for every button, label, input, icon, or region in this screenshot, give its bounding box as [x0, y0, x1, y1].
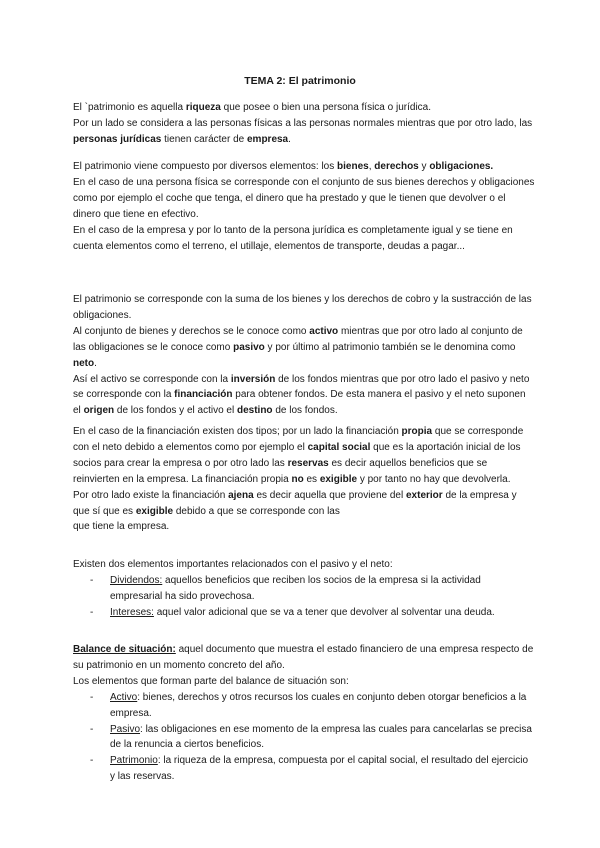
- text: .: [94, 357, 97, 369]
- paragraph-financiacion: [73, 424, 535, 535]
- bold-term: pasivo: [233, 341, 265, 353]
- text-line: [73, 100, 535, 116]
- text-line: El patrimonio se corresponde con la suma de los bienes y los derechos de cobro y la sustracción de las obligaciones.: [73, 294, 532, 321]
- text-line: [73, 372, 535, 420]
- bold-term: propia: [401, 426, 433, 437]
- text: y por último al patrimonio también se le denomina como: [264, 341, 516, 353]
- text: Al conjunto de bienes y derechos se le conoce como: [73, 325, 310, 337]
- text: Así el activo se corresponde con la: [73, 373, 231, 385]
- text: aquel valor adicional que se va a tener que devolver al solventar una deuda.: [153, 606, 495, 618]
- underlined-term: Activo: [110, 691, 138, 703]
- bold-term: neto: [73, 357, 95, 369]
- text: : la riqueza de la empresa, compuesta por el capital social, el resultado del ejercicio y las reservas.: [110, 755, 529, 783]
- bullet-list: [73, 690, 535, 785]
- text: de los fondos.: [272, 405, 338, 417]
- bold-term: origen: [83, 405, 115, 417]
- text: es decir aquella que proviene del: [253, 489, 406, 501]
- text: y: [418, 161, 430, 172]
- text: debido a que se corresponde con las: [173, 505, 340, 517]
- text: de los fondos y el activo el: [114, 405, 237, 417]
- text: Por un lado se considera a las personas físicas a las personas normales mientras que por otro lado, las: [73, 117, 533, 129]
- bold-term: exterior: [406, 489, 443, 501]
- list-item: [73, 690, 535, 722]
- text-line: En el caso de una persona física se corresponde con el conjunto de sus bienes derechos y obligaciones como por ejemplo el coche que tenga, el dinero que ha prestado y que le tienen que devolver o el dinero que tiene en efectivo.: [73, 176, 535, 220]
- bold-term: inversión: [230, 373, 276, 385]
- text: mientras que por otro lado al conjunto de las obligaciones se le conoce como: [73, 325, 523, 353]
- page-title: TEMA 2: El patrimonio: [244, 75, 356, 87]
- text-line: [73, 116, 535, 148]
- bold-term: obligaciones.: [429, 161, 494, 172]
- bold-term: no: [291, 473, 304, 485]
- text-line: [73, 642, 535, 674]
- text-line: [73, 324, 535, 372]
- text: de los fondos mientras que por otro lado el pasivo y neto se corresponde con la: [73, 373, 530, 401]
- bold-term: bienes: [337, 161, 369, 172]
- paragraph-pasivo-neto: [73, 557, 535, 621]
- text: El `patrimonio es aquella: [73, 102, 186, 113]
- bold-term: riqueza: [185, 102, 221, 113]
- bold-term: activo: [309, 325, 339, 337]
- text-line: Los elementos que forman parte del balance de situación son:: [73, 675, 349, 687]
- text: que se corresponde con el neto debido a elementos como por ejemplo el: [73, 426, 524, 453]
- bold-term: personas jurídicas: [73, 133, 162, 145]
- text: En el caso de la financiación existen dos tipos; por un lado la financiación: [73, 426, 402, 437]
- underlined-term: Intereses:: [110, 606, 154, 618]
- text: que es la aportación inicial de los socios para crear la empresa o por otro lado las: [73, 441, 521, 469]
- text: El patrimonio viene compuesto por diversos elementos: los: [73, 161, 338, 172]
- text-line: Existen dos elementos importantes relacionados con el pasivo y el neto:: [73, 559, 393, 570]
- bold-term: derechos: [374, 161, 419, 172]
- bold-term: financiación: [174, 389, 233, 401]
- text-line: que tiene la empresa.: [73, 521, 170, 533]
- section-heading: Balance de situación:: [73, 644, 176, 655]
- text-line: [73, 488, 535, 520]
- underlined-term: Dividendos:: [110, 574, 163, 586]
- text: para obtener fondos. De esta manera el pasivo y el neto suponen el: [73, 389, 526, 417]
- bold-term: exigible: [319, 473, 358, 485]
- bold-term: empresa: [246, 133, 289, 145]
- paragraph-definition: [73, 100, 535, 148]
- text: es: [303, 473, 320, 485]
- text: : bienes, derechos y otros recursos los cuales en conjunto deben otorgar beneficios a la empresa.: [110, 691, 527, 719]
- text: Por otro lado existe la financiación: [73, 489, 229, 501]
- bold-term: exigible: [135, 505, 174, 517]
- text: .: [288, 133, 291, 145]
- bold-term: ajena: [228, 489, 254, 501]
- text: tienen carácter de: [161, 133, 247, 145]
- text: aquel documento que muestra el estado financiero de una empresa respecto de su patrimonio en un momento concreto del año.: [73, 644, 534, 671]
- paragraph-activo-pasivo: [73, 292, 535, 419]
- text: de la empresa y que sí que es: [73, 489, 517, 517]
- text: ,: [368, 161, 375, 172]
- bullet-list: [73, 573, 535, 621]
- list-item: [73, 722, 535, 754]
- list-item: [73, 573, 535, 605]
- underlined-term: Pasivo: [110, 723, 141, 735]
- text-line: [73, 424, 535, 488]
- text: y por tanto no hay que devolverla.: [357, 473, 511, 485]
- underlined-term: Patrimonio: [110, 755, 158, 767]
- list-item: [73, 753, 535, 785]
- text: : las obligaciones en ese momento de la empresa las cuales para cancelarlas se precisa de la renuncia a ciertos beneficios.: [110, 723, 532, 751]
- bold-term: capital social: [307, 441, 371, 453]
- paragraph-components: [73, 159, 535, 254]
- text-line: [73, 159, 535, 175]
- text: es decir aquellos beneficios que se reinvierten en la empresa. La financiación propia: [73, 457, 488, 485]
- text-line: En el caso de la empresa y por lo tanto de la persona jurídica es completamente igual y se tiene en cuenta elementos como el terreno, el utillaje, elementos de transporte, deudas a pagar...: [73, 224, 513, 252]
- paragraph-balance: [73, 642, 535, 785]
- text: que posee o bien una persona física o jurídica.: [220, 102, 432, 113]
- text: aquellos beneficios que reciben los socios de la empresa si la actividad empresarial ha sido provechosa.: [110, 574, 481, 602]
- bold-term: destino: [236, 405, 273, 417]
- list-item: [73, 605, 535, 621]
- bold-term: reservas: [287, 457, 329, 469]
